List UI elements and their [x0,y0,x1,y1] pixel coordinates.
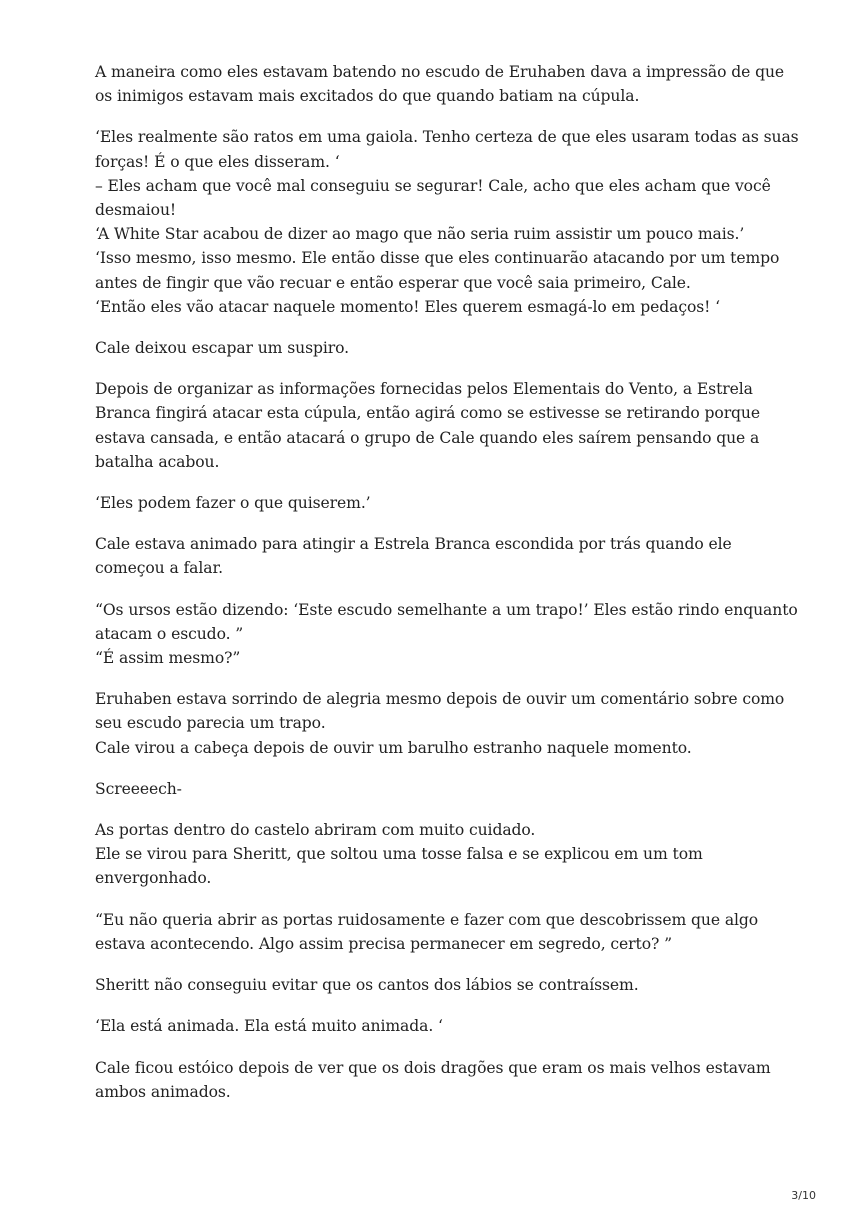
text-line: forças! É o que eles disseram. ‘ [95,152,340,171]
text-line: ‘A White Star acabou de dizer ao mago que não seria ruim assistir um pouco mais.’ [95,225,745,244]
paragraph [95,687,795,760]
text-line: estava cansada, e então atacará o grupo de Cale quando eles saírem pensando que a [95,428,760,447]
text-line: Sheritt não conseguiu evitar que os cantos dos lábios se contraíssem. [95,976,639,995]
text-line: Eruhaben estava sorrindo de alegria mesmo depois de ouvir um comentário sobre como [95,690,785,709]
paragraph [95,598,798,671]
text-line: “Os ursos estão dizendo: ‘Este escudo semelhante a um trapo!’ Eles estão rindo enquanto [95,600,798,619]
paragraph [95,818,795,891]
paragraph [95,777,795,801]
paragraph [95,60,795,108]
paragraph [95,377,795,474]
paragraph [95,908,795,956]
paragraph [95,532,795,580]
text-line: Screeeech- [95,779,182,798]
paragraph [95,125,799,319]
text-line: Depois de organizar as informações fornecidas pelos Elementais do Vento, a Estrela [95,380,753,399]
text-line: Branca fingirá atacar esta cúpula, então agirá como se estivesse se retirando porque [95,404,761,423]
text-line: os inimigos estavam mais excitados do que quando batiam na cúpula. [95,87,640,106]
paragraph [95,1056,795,1104]
text-line: seu escudo parecia um trapo. [95,714,326,733]
text-line: batalha acabou. [95,452,220,471]
text-line: envergonhado. [95,869,212,888]
text-line: ‘Ela está animada. Ela está muito animada. ‘ [95,1017,443,1036]
text-line: antes de fingir que vão recuar e então esperar que você saia primeiro, Cale. [95,273,691,292]
text-line: ambos animados. [95,1082,231,1101]
text-line: A maneira como eles estavam batendo no escudo de Eruhaben dava a impressão de que [95,63,785,81]
text-line: Cale deixou escapar um suspiro. [95,339,349,358]
document-body [95,60,799,1121]
text-line: “É assim mesmo?” [95,649,241,668]
text-line: Cale ficou estóico depois de ver que os dois dragões que eram os mais velhos estavam [95,1058,771,1077]
text-line: ‘Isso mesmo, isso mesmo. Ele então disse que eles continuarão atacando por um tempo [95,249,780,268]
text-line: Ele se virou para Sheritt, que soltou uma tosse falsa e se explicou em um tom [95,845,703,864]
text-line: ‘Então eles vão atacar naquele momento! Eles querem esmagá-lo em pedaços! ‘ [95,297,721,316]
text-line: Cale estava animado para atingir a Estrela Branca escondida por trás quando ele [95,535,732,554]
text-line: atacam o escudo. ” [95,624,244,643]
text-line: ‘Eles podem fazer o que quiserem.’ [95,494,371,513]
text-line: estava acontecendo. Algo assim precisa permanecer em segredo, certo? ” [95,934,672,953]
paragraph [95,973,795,997]
text-line: ‘Eles realmente são ratos em uma gaiola. Tenho certeza de que eles usaram todas as suas [95,128,799,147]
text-line: – Eles acham que você mal conseguiu se segurar! Cale, acho que eles acham que você [95,176,771,195]
paragraph [95,491,795,515]
paragraph [95,1014,795,1038]
text-line: “Eu não queria abrir as portas ruidosamente e fazer com que descobrissem que algo [95,910,759,929]
text-line: desmaiou! [95,201,177,220]
page-number: 3/10 [791,1189,816,1202]
paragraph [95,336,795,360]
text-line: começou a falar. [95,559,223,578]
text-line: Cale virou a cabeça depois de ouvir um barulho estranho naquele momento. [95,738,692,757]
text-line: As portas dentro do castelo abriram com muito cuidado. [95,821,536,840]
